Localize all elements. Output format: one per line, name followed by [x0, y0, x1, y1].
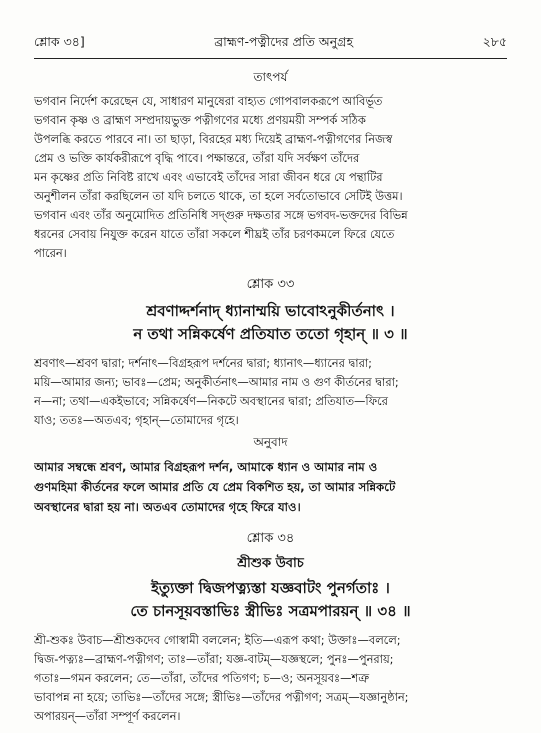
synonym-line: ন—না; তথা—একইভাবে; সন্নিকর্ষেণ—নিকটে অবস্থানের দ্বারা; প্রতিযাত—ফিরে — [34, 394, 388, 408]
verse-34-speaker: শ্রীশুক উবাচ — [237, 556, 304, 571]
header-verse-ref: শ্লোক ৩৪] — [34, 34, 85, 49]
synonym-line: অপারয়ন্—তাঁরা সম্পূর্ণ করলেন। — [34, 709, 181, 723]
translation-heading: অনুবাদ — [253, 435, 288, 449]
verse-34-synonyms — [34, 631, 507, 726]
purport-line: অনুশীলন তাঁরা করছিলেন তা যদি চলতে থাকে, তা হলে সর্বতোভাবে সেটিই উত্তম। — [34, 189, 403, 203]
purport-line: ধরনের সেবায় নিযুক্ত করেন যাতে তাঁরা সকলে শীঘ্রই তাঁর চরণকমলে ফিরে যেতে — [34, 227, 395, 241]
running-header — [34, 34, 507, 56]
verse-line: তে চানসূয়বস্তাভিঃ স্ত্রীভিঃ সত্রমপারয়ন্ ॥ ৩৪ ॥ — [130, 602, 411, 620]
verse-line: শ্রবণাদ্দর্শনাদ্ ধ্যানাম্ময়ি ভাবোঽনুকীর্তনাৎ । — [146, 302, 395, 320]
purport-line: ভগবান নির্দেশ করেছেন যে, সাধারণ মানুষেরা বাহ্যত গোপবালকরূপে আবির্ভূত — [34, 94, 383, 108]
verse-33-title: শ্লোক ৩৩ — [246, 277, 295, 292]
verse-line: ইত্যুক্তা দ্বিজপত্ন্যস্তা যজ্ঞবাটং পুনর্গতাঃ । — [151, 579, 390, 597]
verse-34-title: শ্লোক ৩৪ — [246, 531, 295, 546]
synonym-line: শ্রবণাৎ—শ্রবণ দ্বারা; দর্শনাৎ—বিগ্রহরূপ দর্শনের দ্বারা; ধ্যানাৎ—ধ্যানের দ্বারা; — [34, 356, 372, 370]
purport-line: প্রেম ও ভক্তি কার্যকরীরূপে বৃদ্ধি পাবে। পক্ষান্তরে, তাঁরা যদি সর্বক্ষণ তাঁদের — [34, 151, 360, 165]
purport-line: উপলব্ধি করতে পারবে না। তা ছাড়া, বিরহের মধ্য দিয়েই ব্রাহ্মণ-পত্নীগণের নিজস্ব — [34, 132, 393, 146]
synonym-line: দ্বিজ-পত্ন্যঃ—ব্রাহ্মণ-পত্নীগণ; তাঃ—তাঁরা; যজ্ঞ-বাটম্—যজ্ঞস্থলে; পুনঃ—পুনরায়; — [34, 652, 394, 666]
synonym-line: গতাঃ—গমন করলেন; তে—তাঁরা, তাঁদের পতিগণ; চ—ও; অনসূয়বঃ—শত্রু — [34, 671, 369, 685]
header-rule — [34, 58, 507, 59]
verse-33-translation — [34, 457, 507, 517]
purport-heading: তাৎপর্য — [253, 70, 288, 84]
translation-line: আমার সম্বন্ধে শ্রবণ, আমার বিগ্রহরূপ দর্শন, আমাকে ধ্যান ও আমার নাম ও — [34, 460, 378, 474]
purport-line: মন কৃষ্ণের প্রতি নিবিষ্ট রাখে এবং এভাবেই তাঁদের সারা জীবন ধরে যে পন্থাটির — [34, 170, 383, 184]
purport-line: ভগবান কৃষ্ণ ও ব্রাহ্মণ সম্প্রদায়ভুক্ত পত্নীগণের মধ্যে প্রণয়ময়ী সম্পর্ক সঠিক — [34, 113, 366, 127]
synonym-line: ভাবাপন্ন না হয়ে; তাভিঃ—তাঁদের সঙ্গে; স্ত্রীভিঃ—তাঁদের পত্নীগণ; সত্রম্—যজ্ঞানুষ্ঠান; — [34, 690, 409, 704]
synonym-line: শ্রী-শুকঃ উবাচ—শ্রীশুকদেব গোস্বামী বললেন; ইতি—এরূপ কথা; উক্তাঃ—বললে; — [34, 633, 401, 647]
verse-line: ন তথা সন্নিকর্ষেণ প্রতিযাত ততো গৃহান্ ॥ ৩ ॥ — [133, 325, 408, 343]
page-number: ২৮৫ — [482, 34, 507, 49]
verse-33-text — [34, 300, 507, 346]
purport-paragraph — [34, 92, 507, 263]
translation-line: অবস্থানের দ্বারা হয় না। অতএব তোমাদের গৃহে ফিরে যাও। — [34, 500, 301, 514]
purport-line: ভগবান এবং তাঁর অনুমোদিত প্রতিনিধি সদ্‌গুরু দক্ষতার সঙ্গে ভগবদ-ভক্তদের বিভিন্ন — [34, 208, 408, 222]
synonym-line: যাও; ততঃ—অতএব; গৃহান্—তোমাদের গৃহে। — [34, 413, 239, 427]
verse-33-synonyms — [34, 354, 507, 430]
header-chapter-title: ব্রাহ্মণ-পত্নীদের প্রতি অনুগ্রহ — [214, 34, 354, 49]
purport-line: পারেন। — [34, 246, 67, 260]
synonym-line: ময়ি—আমার জন্য; ভাবঃ—প্রেম; অনুকীর্তনাৎ—আমার নাম ও গুণ কীর্তনের দ্বারা; — [34, 375, 399, 389]
translation-line: গুণমহিমা কীর্তনের ফলে আমার প্রতি যে প্রেম বিকশিত হয়, তা আমার সন্নিকটে — [34, 480, 396, 494]
verse-34-text — [34, 577, 507, 623]
